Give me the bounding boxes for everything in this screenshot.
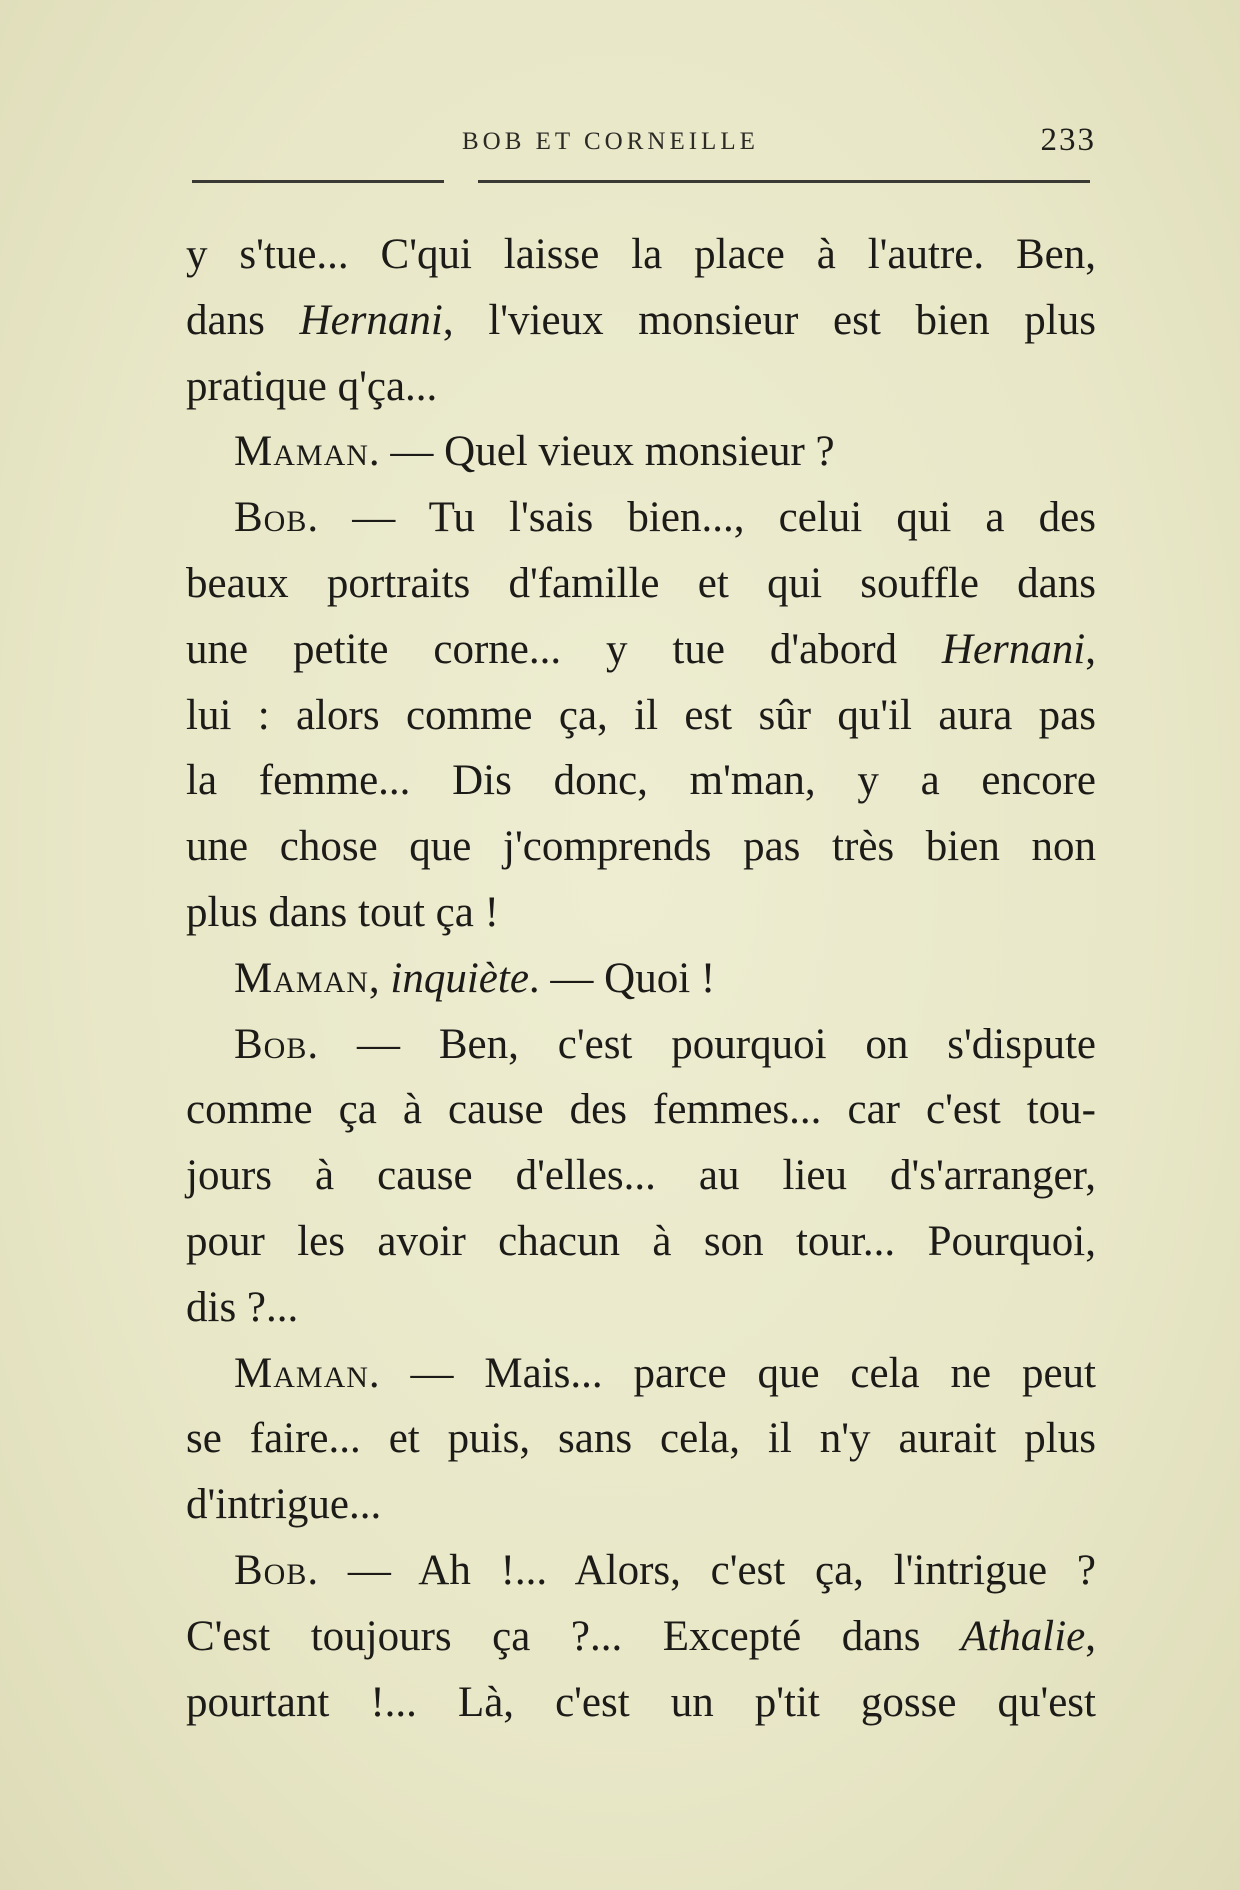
text-segment: pourtant !... Là, c'est un p'tit gosse qu'est	[186, 1678, 1096, 1726]
text-line	[186, 1538, 1096, 1604]
text-line	[186, 1341, 1096, 1407]
text-line	[186, 551, 1096, 617]
text-line	[186, 222, 1096, 288]
text-segment: une petite corne... y tue d'abord	[186, 625, 942, 673]
italic-title: Hernani	[941, 625, 1086, 673]
text-segment: ,	[1085, 1612, 1096, 1660]
text-line	[186, 1275, 1096, 1341]
text-segment: . — Ben, c'est pourquoi on s'dispute	[307, 1020, 1096, 1068]
text-segment: beaux portraits d'famille et qui souffle dans	[186, 559, 1096, 607]
page-number: 233	[1040, 122, 1096, 158]
speaker-name: Maman	[234, 1349, 369, 1397]
text-segment: pour les avoir chacun à son tour... Pourquoi,	[186, 1217, 1096, 1265]
text-line	[186, 1077, 1096, 1143]
text-segment: , l'vieux monsieur est bien plus	[442, 296, 1096, 344]
text-line	[186, 946, 1096, 1012]
speaker-name: Maman	[234, 428, 369, 476]
text-segment: C'est toujours ça ?... Excepté dans	[186, 1612, 962, 1660]
speaker-name: Bob	[234, 494, 308, 542]
text-segment: jours à cause d'elles... au lieu d's'arranger,	[186, 1152, 1096, 1200]
text-segment: comme ça à cause des femmes... car c'est tou-	[186, 1086, 1096, 1134]
speaker-name: Bob	[234, 1020, 308, 1068]
text-segment: . — Quoi !	[528, 954, 716, 1002]
text-segment: pratique q'ça...	[186, 362, 438, 410]
text-segment: plus dans tout ça !	[186, 888, 499, 936]
page-header	[190, 122, 1096, 162]
text-line	[186, 485, 1096, 551]
text-line	[186, 419, 1096, 485]
text-segment: . — Quel vieux monsieur ?	[368, 428, 835, 476]
header-rule-left	[192, 180, 444, 183]
speaker-name: Maman	[234, 954, 369, 1002]
italic-title: Hernani	[299, 296, 443, 344]
header-rule-right	[478, 180, 1090, 183]
text-segment: y s'tue... C'qui laisse la place à l'autre. Ben,	[186, 231, 1096, 278]
text-segment: se faire... et puis, sans cela, il n'y aurait plus	[186, 1415, 1096, 1463]
text-line	[186, 1472, 1096, 1538]
text-line	[186, 1012, 1096, 1078]
text-segment: la femme... Dis donc, m'man, y a encore	[186, 757, 1096, 805]
text-segment: d'intrigue...	[186, 1481, 382, 1529]
text-segment: lui : alors comme ça, il est sûr qu'il aura pas	[186, 691, 1096, 739]
text-line	[186, 683, 1096, 749]
text-segment: une chose que j'comprends pas très bien non	[186, 823, 1096, 871]
text-line	[186, 354, 1096, 420]
body-text	[186, 222, 1096, 1735]
text-segment: ,	[368, 954, 391, 1002]
text-line	[186, 814, 1096, 880]
text-line	[186, 880, 1096, 946]
italic-title: Athalie	[961, 1612, 1086, 1660]
text-segment: . — Tu l'sais bien..., celui qui a des	[307, 494, 1096, 542]
speaker-name: Bob	[234, 1546, 308, 1594]
running-title: BOB ET CORNEILLE	[462, 128, 759, 155]
stage-direction: inquiète	[390, 954, 529, 1002]
text-segment: . — Ah !... Alors, c'est ça, l'intrigue ?	[307, 1546, 1096, 1594]
text-segment: . — Mais... parce que cela ne peut	[368, 1349, 1096, 1397]
text-segment: dans	[186, 296, 300, 344]
text-line	[186, 1143, 1096, 1209]
text-line	[186, 617, 1096, 683]
text-line	[186, 1604, 1096, 1670]
text-line	[186, 1209, 1096, 1275]
text-segment: ,	[1085, 625, 1096, 673]
text-line	[186, 748, 1096, 814]
text-line	[186, 288, 1096, 354]
text-line	[186, 1406, 1096, 1472]
text-line	[186, 1670, 1096, 1736]
text-segment: dis ?...	[186, 1283, 299, 1331]
